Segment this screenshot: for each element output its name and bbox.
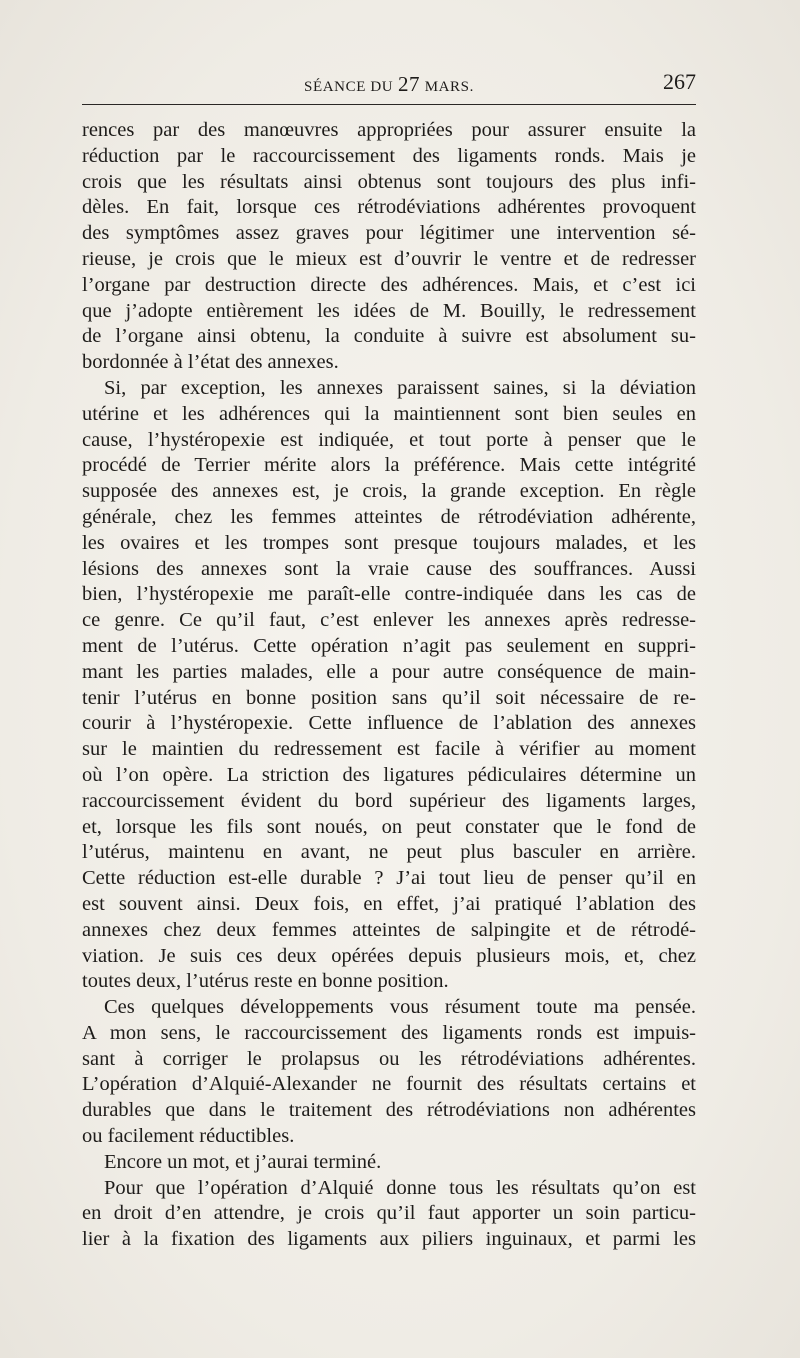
text-line: crois que les résultats ainsi obtenus sont toujours des plus infi- [82,170,696,193]
text-line: l’organe par destruction directe des adhérences. Mais, et c’est ici [82,273,696,296]
text-line: durables que dans le traitement des rétrodéviations non adhérentes [82,1099,696,1122]
text-line: tenir l’utérus en bonne position sans qu’il soit nécessaire de re- [82,686,696,709]
text-line: bordonnée à l’état des annexes. [82,351,339,374]
text-line: lésions des annexes sont la vraie cause des souffrances. Aussi [82,557,696,580]
text-line: où l’on opère. La striction des ligatures pédiculaires détermine un [82,763,696,786]
text-line: L’opération d’Alquié-Alexander ne fournit des résultats certains et [82,1073,696,1096]
text-line: dèles. En fait, lorsque ces rétrodéviations adhérentes provoquent [82,196,696,219]
text-line: réduction par le raccourcissement des ligaments ronds. Mais je [82,144,696,167]
text-line: l’utérus, maintenu en avant, ne peut plus basculer en arrière. [82,841,696,864]
running-head-prefix: SÉANCE DU [304,79,394,95]
running-head-day: 27 [397,72,420,96]
page-number: 267 [663,69,696,94]
text-line: cause, l’hystéropexie est indiquée, et tout porte à penser que le [82,428,696,451]
text-line: A mon sens, le raccourcissement des ligaments ronds est impuis- [82,1021,696,1044]
header-rule [82,104,696,105]
text-line: procédé de Terrier mérite alors la préférence. Mais cette intégrité [82,454,696,477]
text-line: lier à la fixation des ligaments aux piliers inguinaux, et parmi les [82,1228,696,1251]
text-line: raccourcissement évident du bord supérieur des ligaments larges, [82,789,696,812]
text-line: Pour que l’opération d’Alquié donne tous les résultats qu’on est [104,1176,696,1199]
text-line: rieuse, je crois que le mieux est d’ouvrir le ventre et de redresser [82,247,696,270]
text-line: Si, par exception, les annexes paraissent saines, si la déviation [104,376,696,399]
text-line: annexes chez deux femmes atteintes de salpingite et de rétrodé- [82,918,696,941]
text-line: supposée des annexes est, je crois, la grande exception. En règle [82,480,696,503]
text-line: utérine et les adhérences qui la maintiennent sont bien seules en [82,402,696,425]
text-line: ou facilement réductibles. [82,1125,295,1148]
text-line: les ovaires et les trompes sont presque toujours malades, et les [82,531,696,554]
text-line: ment de l’utérus. Cette opération n’agit pas seulement en suppri- [82,634,696,657]
text-line: Cette réduction est-elle durable ? J’ai tout lieu de penser qu’il en [82,867,696,890]
text-line: bien, l’hystéropexie me paraît-elle contre-indiquée dans les cas de [82,583,696,606]
text-line: Ces quelques développements vous résument toute ma pensée. [104,996,696,1019]
text-line: et, lorsque les fils sont noués, on peut constater que le fond de [82,815,696,838]
text-line: rences par des manœuvres appropriées pour assurer ensuite la [82,119,696,141]
body-text [82,118,696,1253]
text-line: ce genre. Ce qu’il faut, c’est enlever les annexes après redresse- [82,609,696,632]
text-line: que j’adopte entièrement les idées de M. Bouilly, le redressement [82,299,696,322]
text-line: Encore un mot, et j’aurai terminé. [104,1150,382,1173]
text-line: mant les parties malades, elle a pour autre conséquence de main- [82,660,696,683]
text-line: courir à l’hystéropexie. Cette influence de l’ablation des annexes [82,712,696,735]
text-line: sant à corriger le prolapsus ou les rétrodéviations adhérentes. [82,1047,696,1070]
text-line: sur le maintien du redressement est facile à vérifier au moment [82,738,696,761]
running-head-title [82,72,696,97]
text-line: est souvent ainsi. Deux fois, en effet, j’ai pratiqué l’ablation des [82,892,696,915]
running-head-month: MARS. [424,79,474,95]
text-line: toutes deux, l’utérus reste en bonne position. [82,970,449,993]
text-line: viation. Je suis ces deux opérées depuis plusieurs mois, et, chez [82,944,696,967]
text-line: en droit d’en attendre, je crois qu’il faut apporter un soin particu- [82,1202,696,1225]
text-line: générale, chez les femmes atteintes de rétrodéviation adhérente, [82,505,696,528]
running-head [82,66,696,96]
text-line: de l’organe ainsi obtenu, la conduite à suivre est absolument su- [82,325,696,348]
text-line: des symptômes assez graves pour légitimer une intervention sé- [82,222,696,245]
